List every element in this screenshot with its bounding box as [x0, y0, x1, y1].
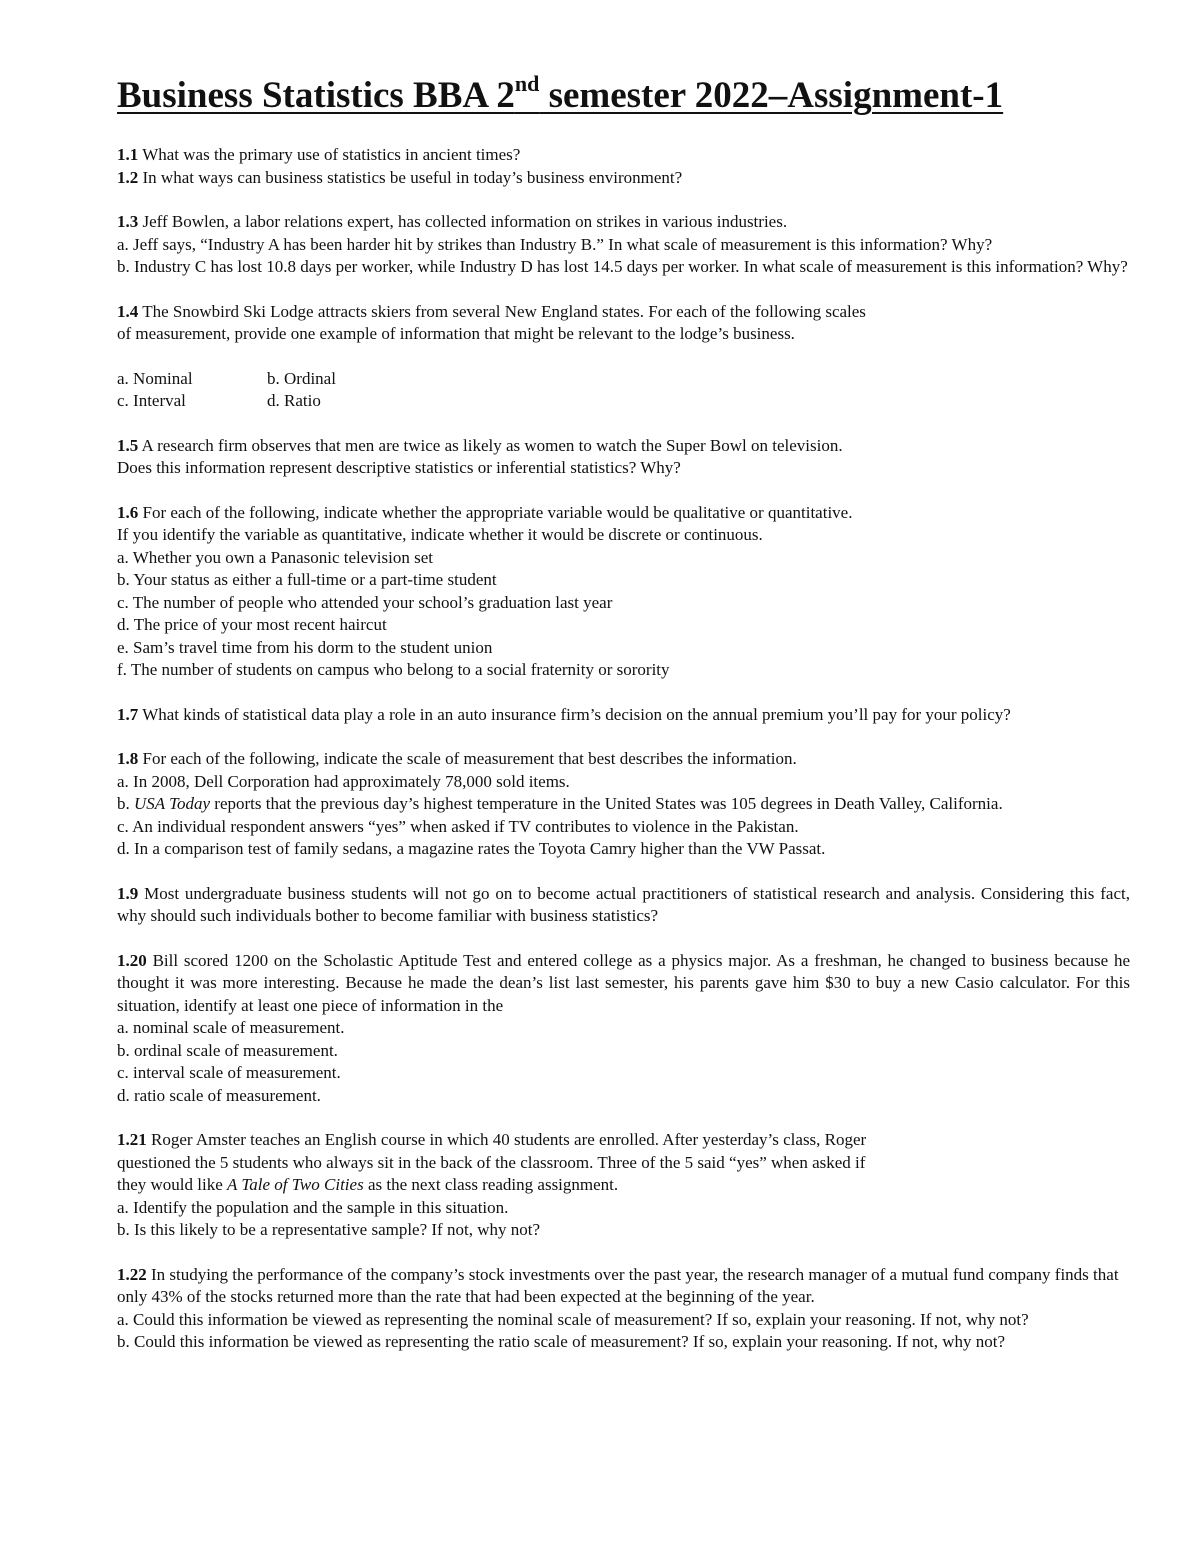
question-1-20-d: d. ratio scale of measurement. — [117, 1085, 321, 1105]
question-1-7: 1.7 What kinds of statistical data play a role in an auto insurance firm’s decision on the annual premium you’ll pay for your policy? — [117, 704, 1011, 724]
question-1-20-c: c. interval scale of measurement. — [117, 1063, 341, 1082]
question-1-6-a: a. Whether you own a Panasonic television set — [117, 547, 433, 567]
question-1-1: 1.1 What was the primary use of statistics in ancient times? — [117, 145, 521, 164]
question-1-1-and-1-2 — [117, 144, 1130, 189]
question-1-21-a: a. Identify the population and the sample in this situation. — [117, 1197, 509, 1217]
question-1-3: 1.3 Jeff Bowlen, a labor relations expert, has collected information on strikes in various industries. a. Jeff says, “Industry A has been harder hit by strikes than Industry B.” In what scale of measurement is this information? Why? b. Industry C has lost 10.8 days per worker, while Industry D has lost 14.5 days per worker. In what scale of measurement is this information? Why? — [117, 211, 1130, 279]
question-1-6-e: e. Sam’s travel time from his dorm to the student union — [117, 637, 493, 657]
option-ratio: d. Ratio — [267, 391, 321, 410]
question-1-8-d: d. In a comparison test of family sedans, a magazine rates the Toyota Camry higher than the VW Passat. — [117, 839, 826, 858]
question-1-9: 1.9 Most undergraduate business students will not go on to become actual practitioners of statistical research and analysis. Considering this fact, why should such individuals bother to become familiar with business statistics? — [117, 883, 1130, 925]
question-1-4-options — [117, 368, 517, 413]
question-1-20-a: a. nominal scale of measurement. — [117, 1018, 345, 1037]
question-1-4: 1.4 The Snowbird Ski Lodge attracts skiers from several New England states. For each of the following scales of measurement, provide one example of information that might be relevant to the lodge’s business. a. Nominal b. Ordinal c. Interval d. Ratio — [117, 301, 1130, 413]
question-1-22-b: b. Could this information be viewed as representing the ratio scale of measurement? If so, explain your reasoning. If not, why not? — [117, 1332, 1006, 1351]
question-1-8-a: a. In 2008, Dell Corporation had approximately 78,000 sold items. — [117, 771, 570, 791]
option-interval: c. Interval — [117, 391, 186, 410]
question-1-6-f: f. The number of students on campus who belong to a social fraternity or sorority — [117, 660, 670, 679]
question-1-22-a: a. Could this information be viewed as representing the nominal scale of measurement? If so, explain your reasoning. If not, why not? — [117, 1309, 1029, 1329]
question-1-6-d: d. The price of your most recent haircut — [117, 615, 387, 634]
question-1-8-c: c. An individual respondent answers “yes” when asked if TV contributes to violence in the Pakistan. — [117, 816, 799, 836]
question-1-8-b: b. USA Today reports that the previous day’s highest temperature in the United States was 105 degrees in Death Valley, California. — [117, 794, 1003, 813]
question-1-8: 1.8 For each of the following, indicate the scale of measurement that best describes the information. a. In 2008, Dell Corporation had approximately 78,000 sold items. b. USA Today reports that the previous day’s highest temperature in the United States was 105 degrees in Death Valley, California. c. An individual respondent answers “yes” when asked if TV contributes to violence in the Pakistan. d. In a comparison test of family sedans, a magazine rates the Toyota Camry higher than the VW Passat. — [117, 748, 1130, 861]
question-1-5: 1.5 A research firm observes that men are twice as likely as women to watch the Super Bowl on television. Does this information represent descriptive statistics or inferential statistics? Why? — [117, 435, 843, 477]
option-nominal: a. Nominal — [117, 368, 193, 388]
question-1-21: 1.21 Roger Amster teaches an English course in which 40 students are enrolled. After yesterday’s class, Roger questioned the 5 students who always sit in the back of the classroom. Three of the 5 said “yes” when asked if they would like A Tale of Two Cities as the next class reading assignment. a. Identify the population and the sample in this situation. b. Is this likely to be a representative sample? If not, why not? — [117, 1129, 1130, 1242]
question-1-6-c: c. The number of people who attended your school’s graduation last year — [117, 592, 613, 612]
question-1-3-b: b. Industry C has lost 10.8 days per worker, while Industry D has lost 14.5 days per worker. In what scale of measurement is this information? Why? — [117, 257, 1128, 276]
question-1-2: 1.2 In what ways can business statistics be useful in today’s business environment? — [117, 167, 683, 187]
question-1-6: 1.6 For each of the following, indicate whether the appropriate variable would be qualitative or quantitative. If you identify the variable as quantitative, indicate whether it would be discrete or continuous. a. Whether you own a Panasonic television set b. Your status as either a full-time or a part-time student c. The number of people who attended your school’s graduation last year d. The price of your most recent haircut e. Sam’s travel time from his dorm to the student union f. The number of students on campus who belong to a social fraternity or sorority — [117, 502, 1130, 682]
question-1-3-a: a. Jeff says, “Industry A has been harder hit by strikes than Industry B.” In what scale of measurement is this information? Why? — [117, 234, 993, 254]
question-1-6-b: b. Your status as either a full-time or a part-time student — [117, 570, 497, 589]
question-1-20-b: b. ordinal scale of measurement. — [117, 1040, 338, 1060]
question-1-21-b: b. Is this likely to be a representative sample? If not, why not? — [117, 1220, 540, 1239]
option-ordinal: b. Ordinal — [267, 368, 336, 388]
page-title: Business Statistics BBA 2nd semester 2022–Assignment-1 — [117, 71, 1004, 116]
question-1-20: 1.20 Bill scored 1200 on the Scholastic Aptitude Test and entered college as a physics major. As a freshman, he changed to business because he thought it was more interesting. Because he made the dean’s list last semester, his parents gave him $30 to buy a new Casio calculator. For this situation, identify at least one piece of information in the a. nominal scale of measurement. b. ordinal scale of measurement. c. interval scale of measurement. d. ratio scale of measurement. — [117, 950, 1130, 1108]
question-1-22: 1.22 In studying the performance of the company’s stock investments over the past year, the research manager of a mutual fund company finds that only 43% of the stocks returned more than the rate that had been expected at the beginning of the year. a. Could this information be viewed as representing the nominal scale of measurement? If so, explain your reasoning. If not, why not? b. Could this information be viewed as representing the ratio scale of measurement? If so, explain your reasoning. If not, why not? — [117, 1264, 1130, 1354]
